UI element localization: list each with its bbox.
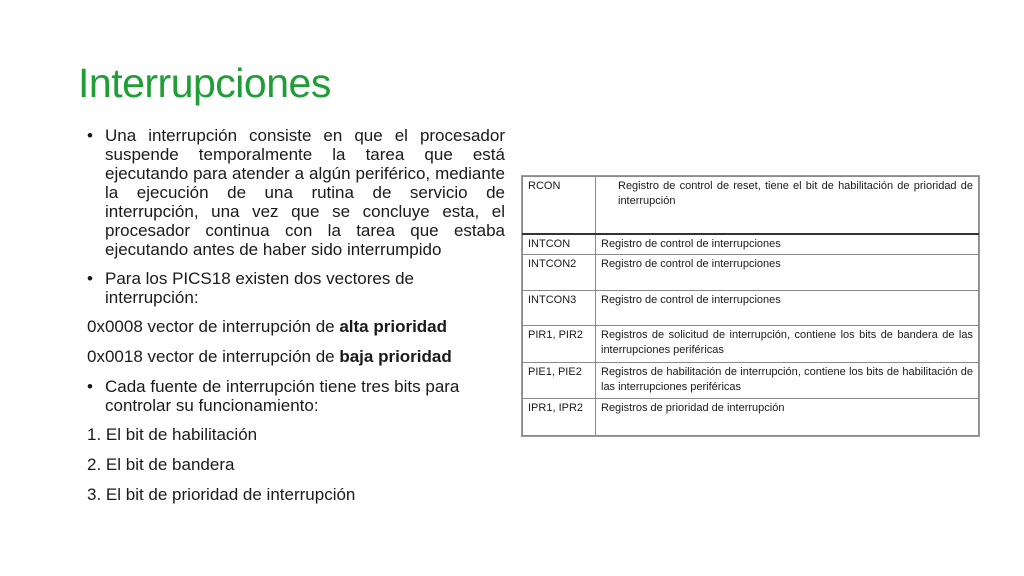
vector-high-emphasis: alta prioridad [339, 317, 448, 336]
table-row [523, 325, 979, 362]
list-item-enable-bit: 1. El bit de habilitación [87, 425, 258, 444]
register-table [522, 176, 979, 436]
vector-high-priority [87, 317, 505, 336]
register-name: INTCON2 [523, 254, 596, 290]
table-row [523, 362, 979, 398]
slide-body [87, 126, 505, 515]
bullet-control-bits: • Cada fuente de interrupción tiene tres bits para controlar su funcionamiento: [87, 377, 505, 415]
slide-title: Interrupciones [78, 60, 331, 106]
list-item-priority-bit: 3. El bit de prioridad de interrupción [87, 485, 356, 504]
register-description: Registro de control de interrupciones [596, 254, 979, 290]
register-description: Registro de control de interrupciones [596, 234, 979, 255]
register-description: Registros de solicitud de interrupción, contiene los bits de bandera de las interrupciones periféricas [596, 325, 979, 362]
register-description: Registro de control de interrupciones [596, 290, 979, 325]
table-row [523, 254, 979, 290]
vector-high-text: 0x0008 vector de interrupción de [87, 317, 340, 336]
register-name: PIE1, PIE2 [523, 362, 596, 398]
list-item-flag-bit: 2. El bit de bandera [87, 455, 235, 474]
table-row [523, 234, 979, 255]
register-name: INTCON [523, 234, 596, 255]
bullet-interrupt-definition: • Una interrupción consiste en que el procesador suspende temporalmente la tarea que está ejecutando para atender a algún periférico, mediante la ejecución de una rutina de servicio de interrupción, una vez que se concluye esta, el procesador continua con la tarea que estaba ejecutando antes de haber sido interrumpido [87, 126, 505, 259]
vector-low-text: 0x0018 vector de interrupción de [87, 347, 340, 366]
register-description: Registros de habilitación de interrupción, contiene los bits de habilitación de las interrupciones periféricas [596, 362, 979, 398]
vector-low-emphasis: baja prioridad [339, 347, 452, 366]
register-name: INTCON3 [523, 290, 596, 325]
register-description: Registro de control de reset, tiene el bit de habilitación de prioridad de interrupción [596, 177, 979, 234]
table-row [523, 177, 979, 234]
table-row [523, 398, 979, 435]
vector-low-priority [87, 347, 505, 366]
register-name: PIR1, PIR2 [523, 325, 596, 362]
table-row [523, 290, 979, 325]
bullet-vectors: • Para los PICS18 existen dos vectores de interrupción: [87, 269, 505, 307]
register-description: Registros de prioridad de interrupción [596, 398, 979, 435]
register-name: IPR1, IPR2 [523, 398, 596, 435]
register-name: RCON [523, 177, 596, 234]
